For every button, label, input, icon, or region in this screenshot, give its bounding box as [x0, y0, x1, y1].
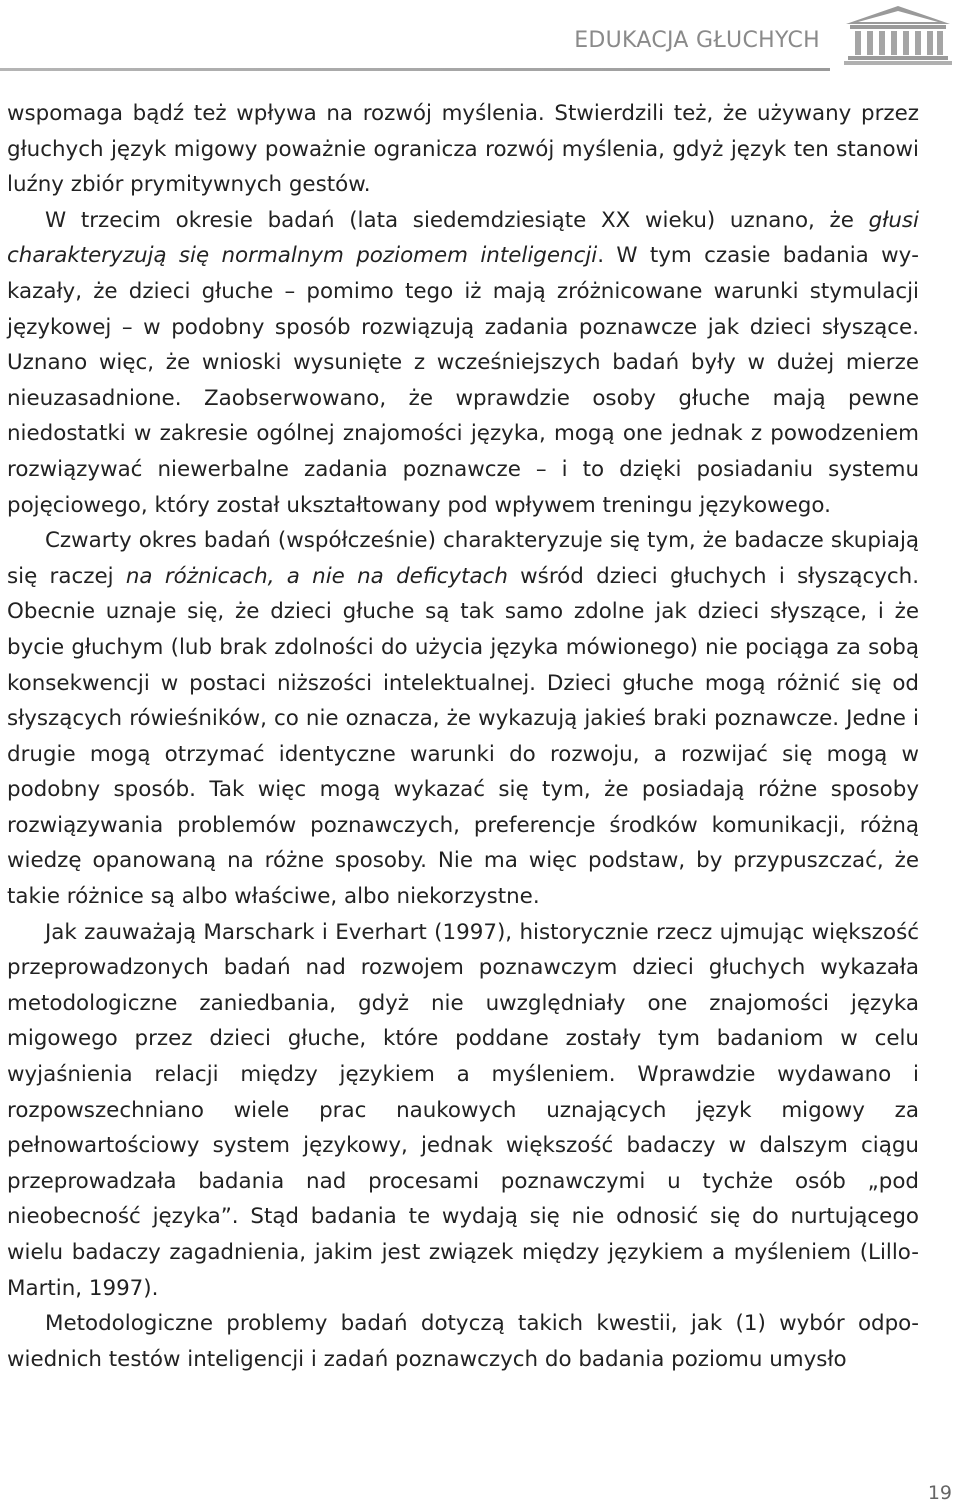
text-segment: W trzecim okresie badań (lata siedemdziesiąte XX wieku) uznano, że — [45, 207, 869, 233]
text-segment: Czwarty okres badań (współcześnie) charakteryzuje się tym, że badacze skupiają się raczej — [7, 528, 919, 589]
building-logo-icon — [842, 2, 954, 66]
page-number: 19 — [927, 1482, 952, 1504]
text-segment: . W tym czasie badania wykazały, że dzieci głuche – pomimo tego iż mają zróżnicowane warunki stymulacji językowej – w podobny sposób rozwiązują zadania poznawcze jak dzieci słyszące. Uznano więc, że wnioski wysunięte z wcześniejszych badań były w dużej mierze nieuzasadnione. Zaobserwowano, że wprawdzie osoby głuche mają pewne niedostatki w zakresie ogólnej znajomości języka, mogą one jednak z powodzeniem rozwiązywać niewerbalne zadania poznawcze – i to dzięki posiadaniu systemu pojęciowego, który został ukształtowany pod wpływem treningu językowego. — [7, 243, 919, 518]
paragraph — [7, 96, 919, 203]
italic-text-segment: na różnicach, a nie na deficytach — [125, 563, 508, 589]
paragraph — [7, 1306, 919, 1377]
italic-text-segment: głusi charakteryzują się normalnym poziomem inteligencji — [7, 207, 919, 269]
text-segment: wspomaga bądź też wpływa na rozwój myślenia. Stwierdzili też, że używany przez głuchych język migowy poważnie ogranicza rozwój myślenia, gdyż język ten stanowi luźny zbiór prymitywnych gestów. — [7, 101, 919, 198]
text-segment: Jak zauważają Marschark i Everhart (1997), historycznie rzecz ujmując większość przeprowadzonych badań nad rozwojem poznawczym dzieci głuchych wykazała metodologiczne zaniedbania, gdyż nie uwzględniały one znajomości języka migowego przez dzieci głuche, które poddane zostały tym badaniom w celu wyjaśnienia relacji między językiem a myśleniem. Wprawdzie wydawano i rozpowszechniano wiele prac naukowych uznających język migowy za pełnowartościowy system językowy, jednak większość badaczy w dalszym ciągu przeprowadzała badania nad procesami poznawczymi u tychże osób „pod nieobecność języka”. Stąd badania te wydają się nie odnosić się do nurtującego wielu badaczy zagadnienia, jakim jest związek między językiem a myśleniem (Lillo-Martin, 1997). — [7, 919, 919, 1301]
header-rule — [0, 68, 830, 71]
paragraph — [7, 523, 919, 915]
body-text — [7, 96, 919, 1377]
text-segment: Metodologiczne problemy badań dotyczą takich kwestii, jak (1) wybór odpowiednich testów inteligencji i zadań poznawczych do badania poziomu umysło — [7, 1311, 919, 1372]
paragraph — [7, 915, 919, 1307]
running-header-title: EDUKACJA GŁUCHYCH — [574, 28, 820, 53]
paragraph — [7, 203, 919, 523]
text-segment: wśród dzieci głuchych i słyszących. Obecnie uznaje się, że dzieci głuche są tak samo zdolne jak dzieci słyszące, i że bycie głuchym (lub brak zdolności do użycia języka mówionego) nie pociąga za sobą konsekwencji w postaci niższości intelektualnej. Dzieci głuche mogą różnić się od słyszących rówieśników, co nie oznacza, że wykazują jakieś braki poznawcze. Jedne i drugie mogą otrzymać identyczne warunki do rozwoju, a rozwijać się mogą w podobny sposób. Tak więc mogą wykazać się tym, że posiadają różne sposoby rozwiązywania problemów poznawczych, preferencje środków komunikacji, różną wiedzę opanowaną na różne sposoby. Nie ma więc podstaw, by przypuszczać, że takie różnice są albo właściwe, albo niekorzystne. — [7, 563, 919, 910]
page-header — [0, 0, 960, 82]
